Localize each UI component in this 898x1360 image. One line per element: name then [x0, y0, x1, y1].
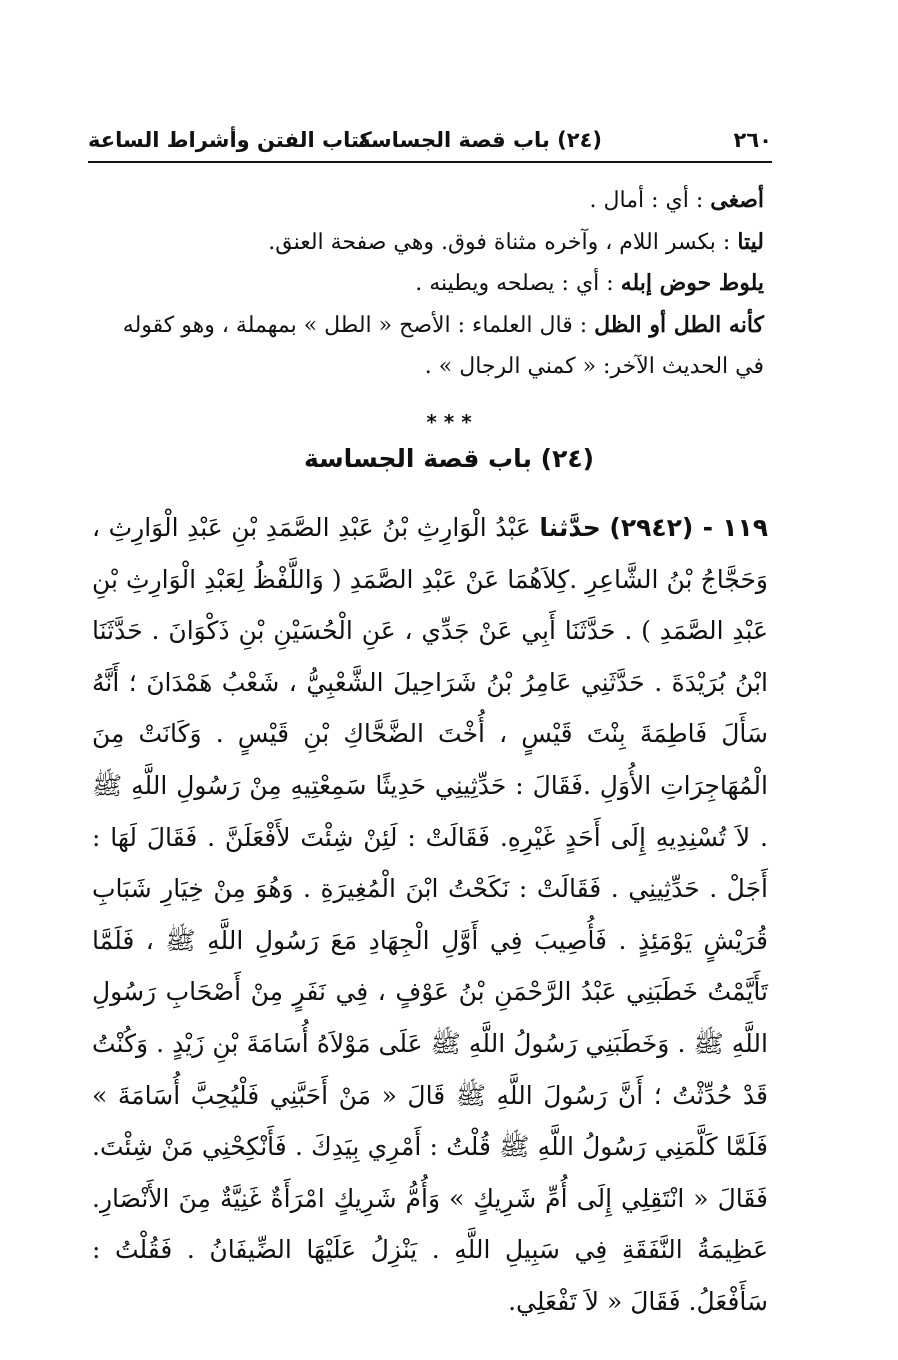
page-number: ٢٦٠	[733, 128, 772, 152]
header-rule	[88, 161, 772, 163]
glossary-term: يلوط حوض إبله	[620, 270, 764, 296]
hadith-opening: حدَّثنا	[539, 513, 601, 542]
glossary-note	[88, 180, 764, 222]
glossary-definition: : بكسر اللام ، وآخره مثناة فوق. وهي صفحة العنق.	[268, 229, 731, 255]
hadith-body: عَبْدُ الْوَارِثِ بْنُ عَبْدِ الصَّمَدِ بْنِ عَبْدِ الْوَارِثِ ، وَحَجَّاجُ بْنُ الشَّاعِرِ .كِلاَهُمَا عَنْ عَبْدِ الصَّمَدِ ( وَاللَّفْظُ لِعَبْدِ الْوَارِثِ بْنِ عَبْدِ الصَّمَدِ ) . حَدَّثَنَا أَبِي عَنْ جَدِّي ، عَنِ الْحُسَيْنِ بْنِ ذَكْوَانَ . حَدَّثَنَا ابْنُ بُرَيْدَةَ . حَدَّثَنِي عَامِرُ بْنُ شَرَاحِيلَ الشَّعْبِيُّ ، شَعْبُ هَمْدَانَ ؛ أَنَّهُ سَأَلَ فَاطِمَةَ بِنْتَ قَيْسٍ ، أُخْتَ الضَّحَّاكِ بْنِ قَيْسٍ . وَكَانَتْ مِنَ الْمُهَاجِرَاتِ الأُوَلِ .فَقَالَ : حَدِّثِينِي حَدِيثًا سَمِعْتِيهِ مِنْ رَسُولِ اللَّهِ ﷺ . لاَ تُسْنِدِيهِ إِلَى أَحَدٍ غَيْرِهِ. فَقَالَتْ : لَئِنْ شِئْتَ لأَفْعَلَنَّ . فَقَالَ لَهَا : أَجَلْ . حَدِّثِينِي . فَقَالَتْ : نَكَحْتُ ابْنَ الْمُغِيرَةِ . وَهُوَ مِنْ خِيَارِ شَبَابِ قُرَيْشٍ يَوْمَئِذٍ . فَأُصِيبَ فِي أَوَّلِ الْجِهَادِ مَعَ رَسُولِ اللَّهِ ﷺ ، فَلَمَّا تَأَيَّمْتُ خَطَبَنِي عَبْدُ الرَّحْمَنِ بْنُ عَوْفٍ ، فِي نَفَرٍ مِنْ أَصْحَابِ رَسُولِ اللَّهِ ﷺ . وَخَطَبَنِي رَسُولُ اللَّهِ ﷺ عَلَى مَوْلاَهُ أُسَامَةَ بْنِ زَيْدٍ . وَكُنْتُ قَدْ حُدِّثْتُ ؛ أَنَّ رَسُولَ اللَّهِ ﷺ قَالَ « مَنْ أَحَبَّنِي فَلْيُحِبَّ أُسَامَةَ » فَلَمَّا كَلَّمَنِي رَسُولُ اللَّهِ ﷺ قُلْتُ : أَمْرِي بِيَدِكَ . فَأَنْكِحْنِي مَنْ شِئْتَ. فَقَالَ « انْتَقِلِي إِلَى أُمِّ شَرِيكٍ » وَأُمُّ شَرِيكٍ امْرَأَةٌ غَنِيَّةٌ مِنَ الأَنْصَارِ. عَظِيمَةُ النَّفَقَةِ فِي سَبِيلِ اللَّهِ . يَنْزِلُ عَلَيْهَا الضِّيفَانُ . فَقُلْتُ : سَأَفْعَلُ. فَقَالَ « لاَ تَفْعَلِي.	[92, 513, 768, 1316]
glossary-term: كأنه الطل أو الظل	[594, 311, 764, 338]
chapter-heading: (٢٤) باب قصة الجساسة	[303, 444, 595, 473]
hadith-number: ١١٩ - (٢٩٤٢)	[609, 513, 768, 542]
glossary-note	[88, 263, 764, 305]
section-separator: * * *	[426, 410, 472, 434]
header-book-title: كتاب الفتن وأشراط الساعة	[88, 128, 372, 152]
glossary-term: ليتا	[737, 228, 764, 255]
glossary-term: أصغى	[710, 187, 764, 213]
hadith-text	[92, 502, 768, 1328]
header-chapter-title: (٢٤) باب قصة الجساسة	[358, 128, 602, 152]
glossary-notes	[88, 180, 764, 388]
glossary-definition: : قال العلماء : الأصح « الطل » بمهملة ، وهو كقوله في الحديث الآخر: « كمني الرجال » .	[122, 312, 764, 379]
glossary-definition: : أي : يصلحه ويطينه .	[415, 271, 614, 296]
running-header	[88, 124, 772, 160]
glossary-note	[88, 305, 764, 388]
glossary-definition: : أي : أمال .	[589, 188, 704, 213]
glossary-note	[88, 222, 764, 264]
